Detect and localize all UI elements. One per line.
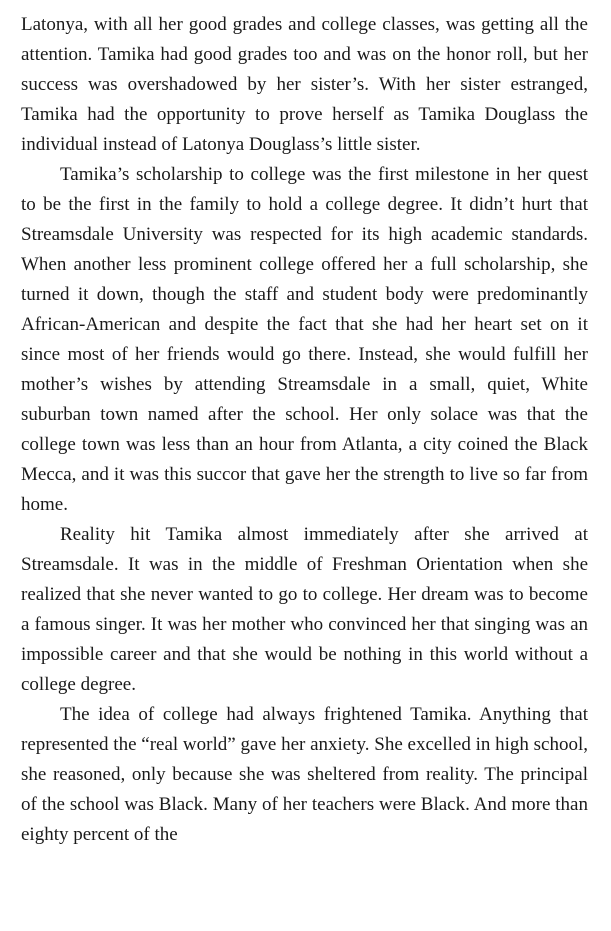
- paragraph-continuation: Latonya, with all her good grades and college classes, was getting all the attention. Tamika had good grades too and was on the honor roll, but her success was overshadowed by her sister’s. With her sister estranged, Tamika had the opportunity to prove herself as Tamika Douglass the individual instead of Latonya Douglass’s little sister.: [21, 14, 588, 155]
- book-page: [21, 10, 588, 850]
- paragraph-scholarship: Tamika’s scholarship to college was the first milestone in her quest to be the first in the family to hold a college degree. It didn’t hurt that Streamsdale University was respected for its high academic standards. When another less prominent college offered her a full scholarship, she turned it down, though the staff and student body were predominantly African-American and despite the fact that she had her heart set on it since most of her friends would go there. Instead, she would fulfill her mother’s wishes by attending Streamsdale in a small, quiet, White suburban town named after the school. Her only solace was that the college town was less than an hour from Atlanta, a city coined the Black Mecca, and it was this succor that gave her the strength to live so far from home.: [21, 164, 588, 515]
- paragraph-reality: Reality hit Tamika almost immediately after she arrived at Streamsdale. It was in the middle of Freshman Orientation when she realized that she never wanted to go to college. Her dream was to become a famous singer. It was her mother who convinced her that singing was an impossible career and that she would be nothing in this world without a college degree.: [21, 524, 588, 695]
- paragraph-college-fear: The idea of college had always frightened Tamika. Anything that represented the “real world” gave her anxiety. She excelled in high school, she reasoned, only because she was sheltered from reality. The principal of the school was Black. Many of her teachers were Black. And more than eighty percent of the: [21, 704, 588, 845]
